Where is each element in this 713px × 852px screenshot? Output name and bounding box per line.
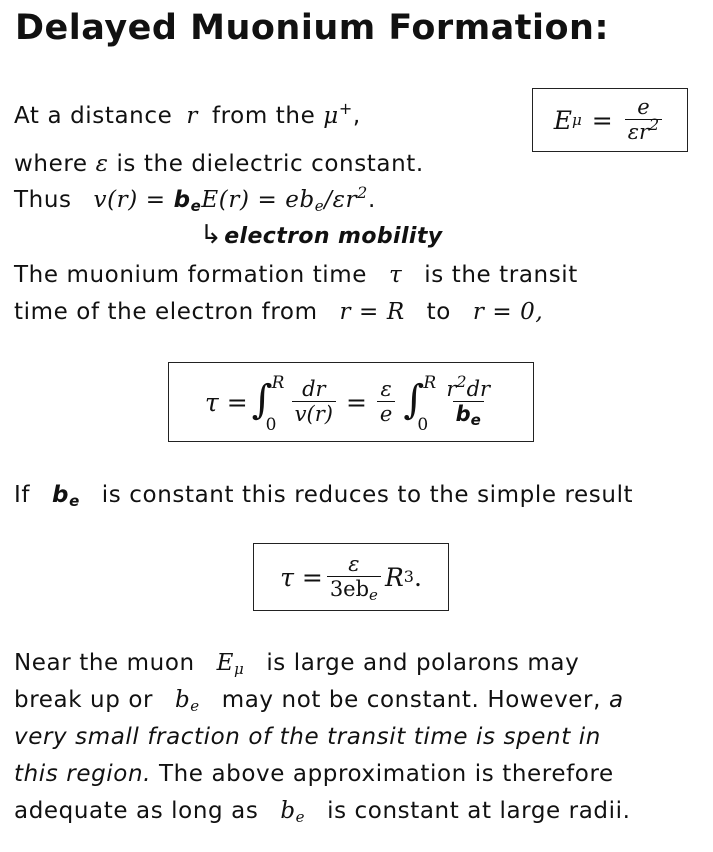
- intro-line: [14, 99, 361, 129]
- eq1-num: e: [637, 94, 650, 119]
- int2-upper: R: [423, 373, 437, 393]
- final-line-3: very small fraction of the transit time is spent in: [14, 724, 601, 750]
- final-line-4: [14, 761, 614, 787]
- to-text: to: [426, 299, 451, 325]
- final-text-1a: Near the muon: [14, 650, 195, 676]
- result-equation-box: τ = $\frac{\varepsilon}{3eb_e}$ R 3 .: [253, 543, 449, 611]
- formation-text: The muonium formation time: [14, 262, 368, 288]
- eq3-lhs: τ =: [280, 562, 323, 592]
- eq2-equals: =: [345, 387, 367, 417]
- eq1-fraction: [625, 95, 663, 145]
- eq1-den-sup: 2: [649, 114, 660, 134]
- electron-mobility-annotation: [200, 220, 442, 250]
- eq1-lhs: E: [553, 105, 573, 135]
- var-b-2-sub: e: [295, 808, 306, 826]
- var-b-2: b: [280, 798, 296, 824]
- transit-line: [14, 299, 543, 325]
- f3-num-b: dr: [466, 376, 491, 401]
- var-b: b: [174, 687, 191, 713]
- final-text-5a: adequate as long as: [14, 798, 259, 824]
- eq1-equals: =: [591, 105, 613, 135]
- field-equation-box: E μ = $\frac{e}{\varepsilon r^2}$: [532, 88, 688, 152]
- thus-text: Thus: [14, 187, 72, 213]
- var-E-sub: μ: [234, 660, 245, 678]
- eq2-frac-1: [292, 377, 336, 427]
- constant-text: is constant this reduces to the simple result: [101, 482, 634, 508]
- velocity-expr-3-sup: 2: [357, 183, 368, 202]
- eq3-den: 3eb: [329, 576, 370, 601]
- velocity-expr-2-sub: e: [314, 197, 325, 215]
- f1-num: dr: [302, 376, 326, 401]
- var-E: E: [216, 650, 235, 676]
- dielectric-text: where: [14, 151, 88, 177]
- intro-text-2: from the: [211, 103, 316, 129]
- final-text-2a: break up or: [14, 687, 154, 713]
- formation-text-2: is the transit: [424, 262, 578, 288]
- final-text-4a: this region.: [14, 761, 152, 787]
- annotation-text: electron mobility: [224, 224, 443, 249]
- final-text-4b: The above approximation is therefore: [158, 761, 614, 787]
- f3-den-sub: e: [470, 410, 481, 429]
- var-tau: τ: [388, 262, 403, 288]
- eq2-frac-2: [377, 377, 395, 427]
- var-epsilon: ε: [95, 151, 109, 177]
- integral-equation-box: [168, 362, 534, 442]
- handwritten-be-sub: e: [190, 197, 202, 215]
- handwritten-be-2: b: [52, 482, 70, 508]
- integral-1: ∫ R 0: [251, 373, 285, 435]
- handwritten-be-2-sub: e: [69, 492, 80, 510]
- final-text-2b: may not be constant. However,: [221, 687, 602, 713]
- velocity-expr-2: E(r) = eb: [201, 187, 315, 213]
- final-text-1b: is large and polarons may: [266, 650, 580, 676]
- formation-time-line: [14, 262, 578, 288]
- var-r: r: [186, 103, 198, 129]
- velocity-line: [14, 183, 376, 215]
- f3-den: b: [455, 401, 471, 426]
- eq2-frac-3: [443, 371, 493, 429]
- period: .: [367, 187, 376, 213]
- f3-num-sup: 2: [456, 371, 467, 391]
- velocity-expr: v(r) =: [93, 187, 166, 213]
- cond-r-equals-0: r = 0,: [472, 299, 544, 325]
- eq3-rhs: R: [384, 562, 404, 592]
- var-mu: μ: [323, 103, 339, 129]
- page-title: Delayed Muonium Formation:: [15, 8, 609, 48]
- final-text-2c: a: [608, 687, 624, 713]
- f1-den: v(r): [292, 401, 336, 427]
- velocity-expr-3: /εr: [324, 187, 358, 213]
- intro-text: At a distance: [14, 103, 173, 129]
- cond-r-equals-R: r = R: [339, 299, 405, 325]
- f2-den: e: [377, 401, 395, 427]
- integral-2: ∫ R 0: [403, 373, 437, 435]
- int1-upper: R: [271, 373, 285, 393]
- eq3-fraction: [327, 552, 381, 602]
- var-b-sub: e: [190, 697, 200, 715]
- handwritten-be: b: [173, 187, 191, 213]
- charge-plus: +: [338, 99, 353, 118]
- eq2-lhs: τ =: [204, 387, 248, 417]
- if-text: If: [14, 482, 31, 508]
- hook-arrow-icon: ↳: [200, 220, 223, 250]
- eq1-den: εr: [627, 119, 650, 144]
- final-line-5: [14, 798, 631, 824]
- final-line-2: [14, 687, 624, 713]
- dielectric-text-2: is the dielectric constant.: [116, 151, 424, 177]
- final-text-5b: is constant at large radii.: [327, 798, 631, 824]
- int2-lower: 0: [417, 415, 429, 435]
- constant-line: [14, 482, 633, 508]
- eq3-den-sub: e: [369, 585, 378, 604]
- dielectric-line: [14, 151, 424, 177]
- f2-num: ε: [380, 376, 392, 401]
- eq3-num: ε: [348, 551, 360, 576]
- comma: ,: [352, 103, 361, 129]
- f3-num: r: [446, 376, 457, 401]
- transit-text: time of the electron from: [14, 299, 318, 325]
- final-line-1: [14, 650, 579, 676]
- int1-lower: 0: [265, 415, 277, 435]
- eq3-period: .: [413, 562, 422, 592]
